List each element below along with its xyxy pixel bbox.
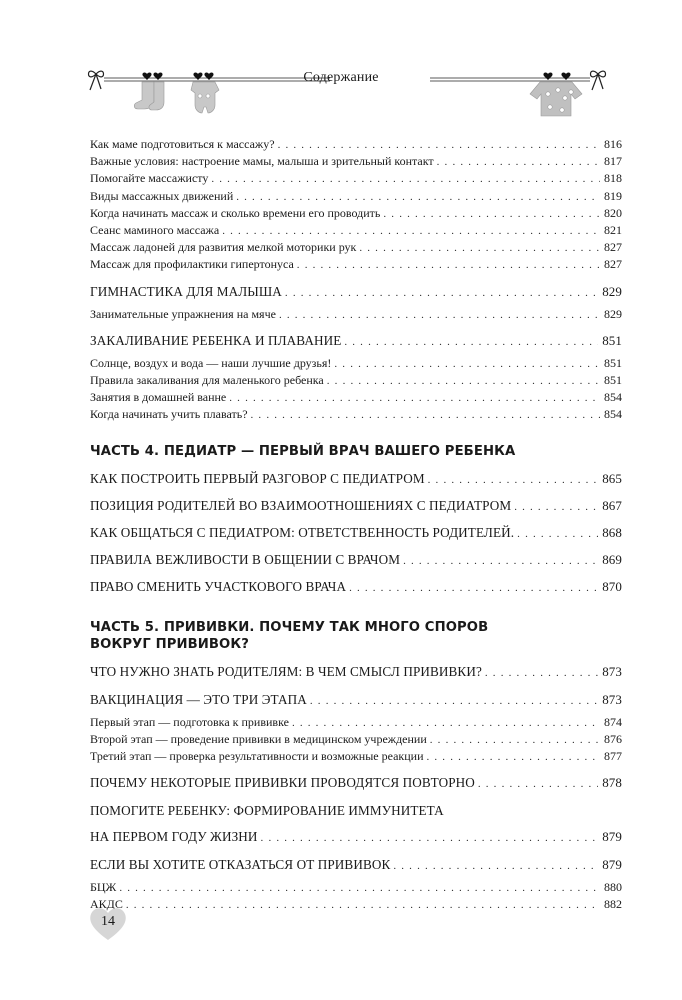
toc-entry-title: Как маме подготовиться к массажу? bbox=[90, 137, 275, 151]
toc-entry-title: Третий этап — проверка результативности и возможные реакции bbox=[90, 749, 424, 764]
leader-dots bbox=[403, 552, 598, 570]
toc-entry-title: ПОЗИЦИЯ РОДИТЕЛЕЙ ВО ВЗАИМООТНОШЕНИЯХ С ПЕДИАТРОМ bbox=[90, 497, 512, 513]
toc-entry[interactable] bbox=[90, 524, 622, 543]
part-4-title: ЧАСТЬ 4. ПЕДИАТР — ПЕРВЫЙ ВРАЧ ВАШЕГО РЕБЕНКА bbox=[90, 443, 516, 459]
toc-page-number: 817 bbox=[604, 154, 622, 169]
toc-entry-title: КАК ОБЩАТЬСЯ С ПЕДИАТРОМ: ОТВЕТСТВЕННОСТЬ РОДИТЕЛЕЙ. bbox=[90, 524, 515, 540]
toc-entry[interactable] bbox=[90, 406, 622, 423]
toc-section-repeat[interactable] bbox=[90, 774, 622, 793]
leader-dots bbox=[261, 829, 599, 847]
toc-section-refuse[interactable] bbox=[90, 856, 622, 875]
toc-section-hardening[interactable] bbox=[90, 332, 622, 351]
toc-page-number: 816 bbox=[604, 137, 622, 151]
toc-page-number: 819 bbox=[604, 188, 622, 203]
toc-page-number: 869 bbox=[602, 551, 622, 567]
leader-dots bbox=[437, 154, 600, 170]
toc-page-number: 851 bbox=[602, 332, 622, 348]
toc-entry-title: АКДС bbox=[90, 897, 123, 912]
toc-entry-title: Виды массажных движений bbox=[90, 188, 234, 203]
leader-dots bbox=[285, 284, 598, 302]
toc-entry-title: Правила закаливания для маленького ребенка bbox=[90, 373, 324, 388]
toc-page-number: 851 bbox=[604, 373, 622, 388]
toc-entry-title: Массаж для профилактики гипертонуса bbox=[90, 257, 294, 272]
leader-dots bbox=[310, 692, 598, 710]
leader-dots bbox=[327, 373, 600, 389]
toc-entry[interactable] bbox=[90, 355, 622, 372]
toc-section-help[interactable] bbox=[90, 802, 622, 847]
toc-entry[interactable] bbox=[90, 188, 622, 205]
toc-entry-title: Когда начинать массаж и сколько времени его проводить bbox=[90, 205, 381, 220]
leader-dots bbox=[485, 664, 598, 682]
toc-section-vaccination[interactable] bbox=[90, 691, 622, 710]
toc-entry-title: Массаж ладоней для развития мелкой моторики рук bbox=[90, 240, 357, 255]
toc-entry-title: БЦЖ bbox=[90, 880, 117, 895]
toc-entry-title: КАК ПОСТРОИТЬ ПЕРВЫЙ РАЗГОВОР С ПЕДИАТРОМ bbox=[90, 470, 425, 486]
toc-page-number: 876 bbox=[604, 731, 622, 746]
toc-page-number: 865 bbox=[602, 470, 622, 486]
page-number-badge bbox=[88, 904, 132, 944]
toc-entry[interactable] bbox=[90, 731, 622, 748]
leader-dots bbox=[514, 498, 598, 516]
toc-entry[interactable] bbox=[90, 205, 622, 222]
toc-page-number: 821 bbox=[604, 223, 622, 238]
toc-page-number: 877 bbox=[604, 749, 622, 764]
header-title: Содержание bbox=[303, 70, 379, 85]
toc-entry[interactable] bbox=[90, 470, 622, 489]
leader-dots bbox=[349, 579, 598, 597]
toc-entry-title: ПРАВИЛА ВЕЖЛИВОСТИ В ОБЩЕНИИ С ВРАЧОМ bbox=[90, 551, 401, 567]
page-header bbox=[0, 52, 682, 122]
leader-dots bbox=[427, 749, 601, 765]
toc-page-number: 880 bbox=[604, 880, 622, 895]
leader-dots bbox=[236, 189, 600, 205]
leader-dots bbox=[278, 137, 600, 153]
toc-entry-title: ПОЧЕМУ НЕКОТОРЫЕ ПРИВИВКИ ПРОВОДЯТСЯ ПОВТОРНО bbox=[90, 775, 475, 791]
toc-page-number: 873 bbox=[602, 691, 622, 707]
toc-entry-title-line2: НА ПЕРВОМ ГОДУ ЖИЗНИ bbox=[90, 829, 258, 845]
toc-entry-title: Второй этап — проведение прививки в медицинском учреждении bbox=[90, 731, 427, 746]
toc-entry[interactable] bbox=[90, 714, 622, 731]
leader-dots bbox=[428, 471, 599, 489]
toc-page-number: 829 bbox=[602, 283, 622, 299]
toc-page-number: 851 bbox=[604, 355, 622, 370]
toc-entry[interactable] bbox=[90, 256, 622, 273]
toc-section-gym[interactable] bbox=[90, 283, 622, 302]
toc-entry-title: ГИМНАСТИКА ДЛЯ МАЛЫША bbox=[90, 283, 282, 299]
toc-entry[interactable] bbox=[90, 896, 622, 913]
leader-dots bbox=[119, 880, 600, 896]
toc-page-number: 818 bbox=[604, 171, 622, 186]
toc-entry[interactable] bbox=[90, 306, 622, 323]
part-5-title bbox=[90, 619, 622, 653]
leader-dots bbox=[478, 775, 598, 793]
leader-dots bbox=[359, 240, 600, 256]
part-5-title-line1: ЧАСТЬ 5. ПРИВИВКИ. ПОЧЕМУ ТАК МНОГО СПОРОВ bbox=[90, 619, 489, 635]
toc-entry-title: ПРАВО СМЕНИТЬ УЧАСТКОВОГО ВРАЧА bbox=[90, 578, 347, 594]
toc-entry-title: Важные условия: настроение мамы, малыша и зрительный контакт bbox=[90, 154, 434, 169]
toc-entry-title: Занятия в домашней ванне bbox=[90, 390, 227, 405]
page-number: 14 bbox=[101, 914, 115, 929]
leader-dots bbox=[229, 390, 600, 406]
toc-entry[interactable] bbox=[90, 239, 622, 256]
toc-page-number: 868 bbox=[602, 524, 622, 540]
toc-entry[interactable] bbox=[90, 389, 622, 406]
leader-dots bbox=[292, 715, 600, 731]
leader-dots bbox=[430, 732, 600, 748]
toc-entry[interactable] bbox=[90, 578, 622, 597]
toc-entry[interactable] bbox=[90, 170, 622, 187]
toc-page-number: 827 bbox=[604, 257, 622, 272]
shirt-icon bbox=[530, 82, 582, 116]
toc-page-number: 870 bbox=[602, 578, 622, 594]
leader-dots bbox=[517, 525, 598, 543]
toc-page-number: 873 bbox=[602, 663, 622, 679]
toc-entry[interactable] bbox=[90, 153, 622, 170]
table-of-contents bbox=[90, 136, 622, 914]
toc-entry[interactable] bbox=[90, 222, 622, 239]
toc-page-number: 854 bbox=[604, 390, 622, 405]
onesie-icon bbox=[191, 82, 219, 113]
toc-entry-title: Солнце, воздух и вода — наши лучшие друзья! bbox=[90, 355, 332, 370]
toc-entry-title-line1: ПОМОГИТЕ РЕБЕНКУ: ФОРМИРОВАНИЕ ИММУНИТЕТА bbox=[90, 803, 444, 819]
toc-page-number: 854 bbox=[604, 407, 622, 422]
leader-dots bbox=[334, 356, 600, 372]
toc-entry-title: Занимательные упражнения на мяче bbox=[90, 306, 276, 321]
toc-entry[interactable] bbox=[90, 551, 622, 570]
leader-dots bbox=[297, 257, 600, 273]
toc-page-number: 878 bbox=[602, 775, 622, 791]
leader-dots bbox=[211, 171, 600, 187]
toc-entry-title: Помогайте массажисту bbox=[90, 171, 209, 186]
header-decoration bbox=[0, 52, 682, 122]
toc-page-number: 820 bbox=[604, 205, 622, 220]
part-5-title-line2: ВОКРУГ ПРИВИВОК? bbox=[90, 636, 249, 652]
toc-page-number: 827 bbox=[604, 240, 622, 255]
toc-entry[interactable] bbox=[90, 372, 622, 389]
leader-dots bbox=[251, 407, 600, 423]
leader-dots bbox=[344, 333, 598, 351]
toc-page-number: 882 bbox=[604, 897, 622, 912]
toc-entry-title: ЗАКАЛИВАНИЕ РЕБЕНКА И ПЛАВАНИЕ bbox=[90, 332, 342, 348]
leader-dots bbox=[393, 857, 598, 875]
toc-page-number: 879 bbox=[602, 829, 622, 845]
toc-page-number: 879 bbox=[602, 857, 622, 873]
toc-entry[interactable] bbox=[90, 136, 622, 153]
toc-entry[interactable] bbox=[90, 497, 622, 516]
toc-entry-title: Сеанс маминого массажа bbox=[90, 223, 220, 238]
toc-entry-title: ЧТО НУЖНО ЗНАТЬ РОДИТЕЛЯМ: В ЧЕМ СМЫСЛ ПРИВИВКИ? bbox=[90, 663, 482, 679]
leader-dots bbox=[222, 223, 600, 239]
leader-dots bbox=[383, 206, 600, 222]
leader-dots bbox=[279, 307, 600, 323]
toc-entry[interactable] bbox=[90, 879, 622, 896]
toc-section-what-to-know[interactable] bbox=[90, 663, 622, 682]
toc-page-number: 867 bbox=[602, 497, 622, 513]
toc-page-number: 829 bbox=[604, 306, 622, 321]
toc-entry-title: ЕСЛИ ВЫ ХОТИТЕ ОТКАЗАТЬСЯ ОТ ПРИВИВОК bbox=[90, 857, 391, 873]
toc-entry-title: ВАКЦИНАЦИЯ — ЭТО ТРИ ЭТАПА bbox=[90, 691, 307, 707]
toc-entry-title: Первый этап — подготовка к прививке bbox=[90, 714, 289, 729]
toc-page-number: 874 bbox=[604, 714, 622, 729]
toc-entry[interactable] bbox=[90, 748, 622, 765]
socks-icon bbox=[134, 82, 164, 110]
toc-entry-title: Когда начинать учить плавать? bbox=[90, 407, 248, 422]
leader-dots bbox=[126, 897, 600, 913]
